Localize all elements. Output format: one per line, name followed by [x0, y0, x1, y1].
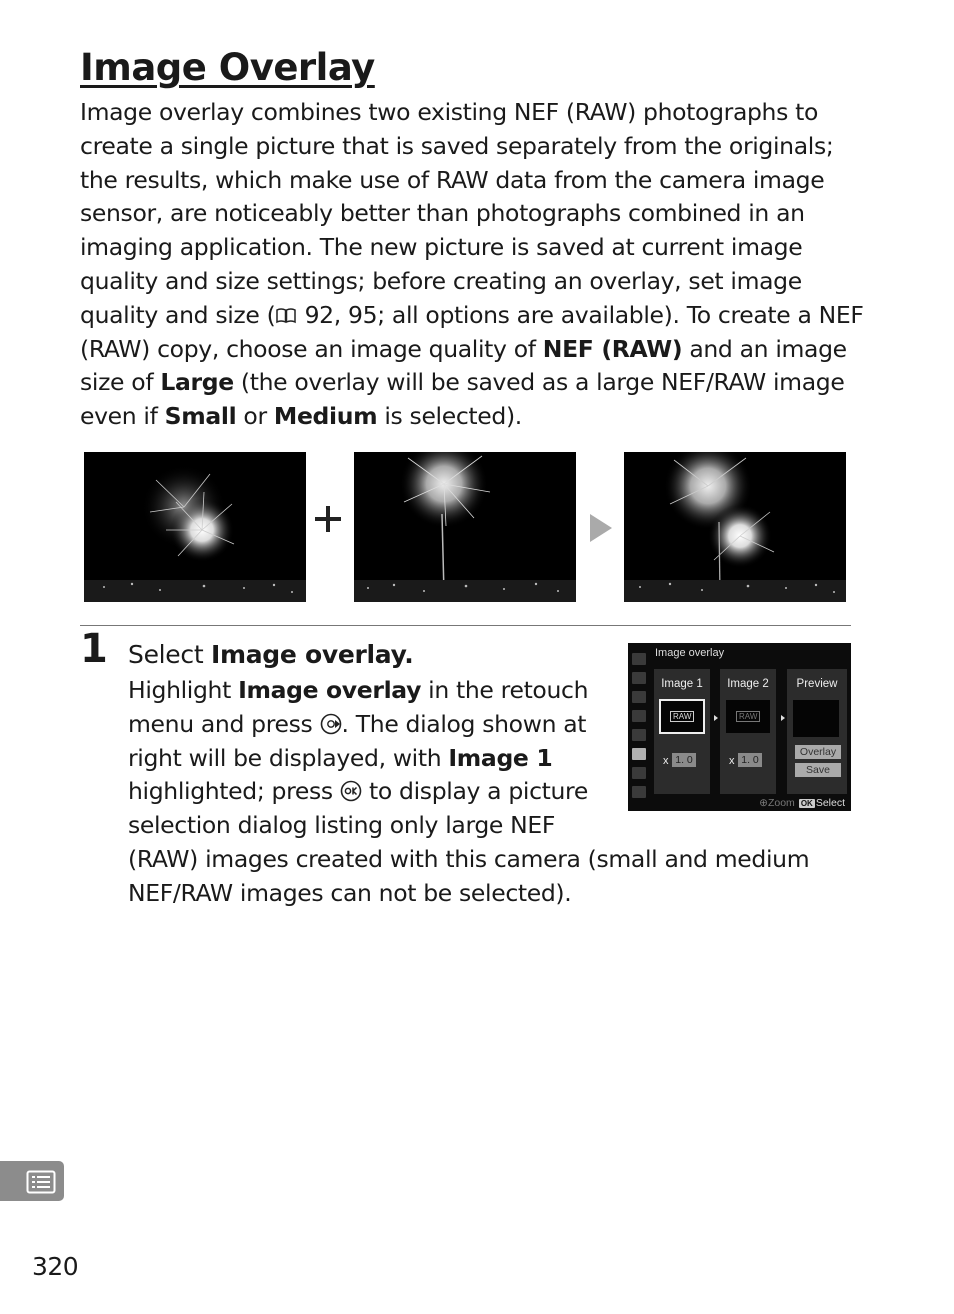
- camera-footer-hints: [759, 797, 845, 809]
- step-number: 1: [80, 626, 108, 672]
- zoom-hint: [759, 797, 795, 809]
- retouch-section-tab[interactable]: [0, 1161, 64, 1201]
- intro-paragraph: [80, 96, 870, 434]
- image-1-label: Image 1: [661, 678, 703, 690]
- step-text: Highlight: [128, 676, 239, 704]
- preview-label: Preview: [796, 678, 838, 690]
- image-2-label: Image 2: [727, 678, 769, 690]
- overlay-button[interactable]: Overlay: [795, 745, 841, 759]
- intro-text: (the overlay will be saved as a large NEF/RAW image even if: [80, 368, 845, 431]
- raw-badge: RAW: [670, 711, 694, 722]
- small-emphasis: Small: [164, 402, 237, 431]
- camera-screen: [628, 643, 851, 811]
- ok-button-icon: [340, 780, 362, 802]
- camera-screen-title: Image overlay: [655, 647, 725, 659]
- page-title: Image Overlay: [80, 46, 375, 89]
- triangle-right-icon: [714, 715, 718, 721]
- shooting-menu-icon: [632, 672, 646, 684]
- save-button[interactable]: Save: [795, 763, 841, 777]
- image-1-slot[interactable]: [660, 700, 704, 733]
- intro-text: or: [236, 402, 274, 431]
- step-text: in the retouch menu and press: [128, 676, 589, 738]
- intro-text: Image overlay combines two existing NEF (RAW) photographs to create a single picture that is saved separately from the originals; the results, which make use of RAW data from the camera image sensor, are noticeably better than photographs combined in an imaging application. The new picture is saved at current image quality and size settings; before creating an overlay, set image quality and size (: [80, 98, 834, 329]
- gain-x-label: x: [729, 755, 735, 767]
- retouch-menu-icon: [632, 748, 646, 760]
- preview-panel: [787, 669, 847, 794]
- step-heading-emphasis: Image overlay.: [210, 640, 414, 669]
- nef-raw-emphasis: NEF (RAW): [542, 334, 683, 363]
- multi-selector-right-icon: [320, 713, 342, 735]
- intro-text: and an image size of: [80, 334, 847, 397]
- intro-text: 92, 95; all options are available). To create a NEF (RAW) copy, choose an image quality of: [80, 300, 864, 363]
- playback-menu-icon: [632, 653, 646, 665]
- section-divider: [80, 625, 851, 626]
- custom-settings-icon: [632, 710, 646, 722]
- plus-icon: [314, 500, 342, 538]
- zoom-icon: ⊕: [759, 797, 768, 809]
- preview-slot: [793, 700, 839, 737]
- step-heading: [128, 638, 414, 671]
- book-icon: [275, 307, 297, 325]
- ok-key-badge: OK: [800, 799, 813, 808]
- image-2-panel: [720, 669, 776, 794]
- firework-photo-2: [354, 452, 576, 602]
- image-1-gain[interactable]: 1. 0: [672, 753, 696, 767]
- image-2-gain[interactable]: 1. 0: [738, 753, 762, 767]
- step-text: to display a picture selection dialog listing only large NEF (RAW) images created with this camera (small and medium NEF/RAW images can not be selected).: [128, 777, 810, 907]
- medium-emphasis: Medium: [273, 402, 378, 431]
- firework-photo-1: [84, 452, 306, 602]
- image-1-emphasis: Image 1: [448, 743, 553, 772]
- gain-x-label: x: [663, 755, 669, 767]
- camera-menu-tabs: [630, 653, 648, 805]
- image-overlay-emphasis: Image overlay: [238, 676, 422, 704]
- firework-photo-combined: [624, 452, 846, 602]
- select-hint-text: Select: [815, 797, 845, 809]
- arrow-right-icon: [588, 512, 614, 544]
- raw-badge: RAW: [736, 711, 760, 722]
- retouch-menu-icon: [26, 1170, 56, 1194]
- step-text: highlighted; press: [128, 777, 340, 806]
- page-number: 320: [32, 1252, 79, 1281]
- intro-text: is selected).: [377, 402, 522, 431]
- help-icon: [632, 786, 646, 798]
- setup-menu-icon: [632, 729, 646, 741]
- image-1-panel: [654, 669, 710, 794]
- movie-menu-icon: [632, 691, 646, 703]
- triangle-right-icon: [781, 715, 785, 721]
- step-text: . The dialog shown at right will be displayed, with: [128, 709, 587, 772]
- zoom-hint-text: Zoom: [767, 797, 795, 809]
- step-heading-text: Select: [128, 640, 211, 669]
- large-emphasis: Large: [160, 368, 234, 397]
- my-menu-icon: [632, 767, 646, 779]
- image-2-slot[interactable]: [726, 700, 770, 733]
